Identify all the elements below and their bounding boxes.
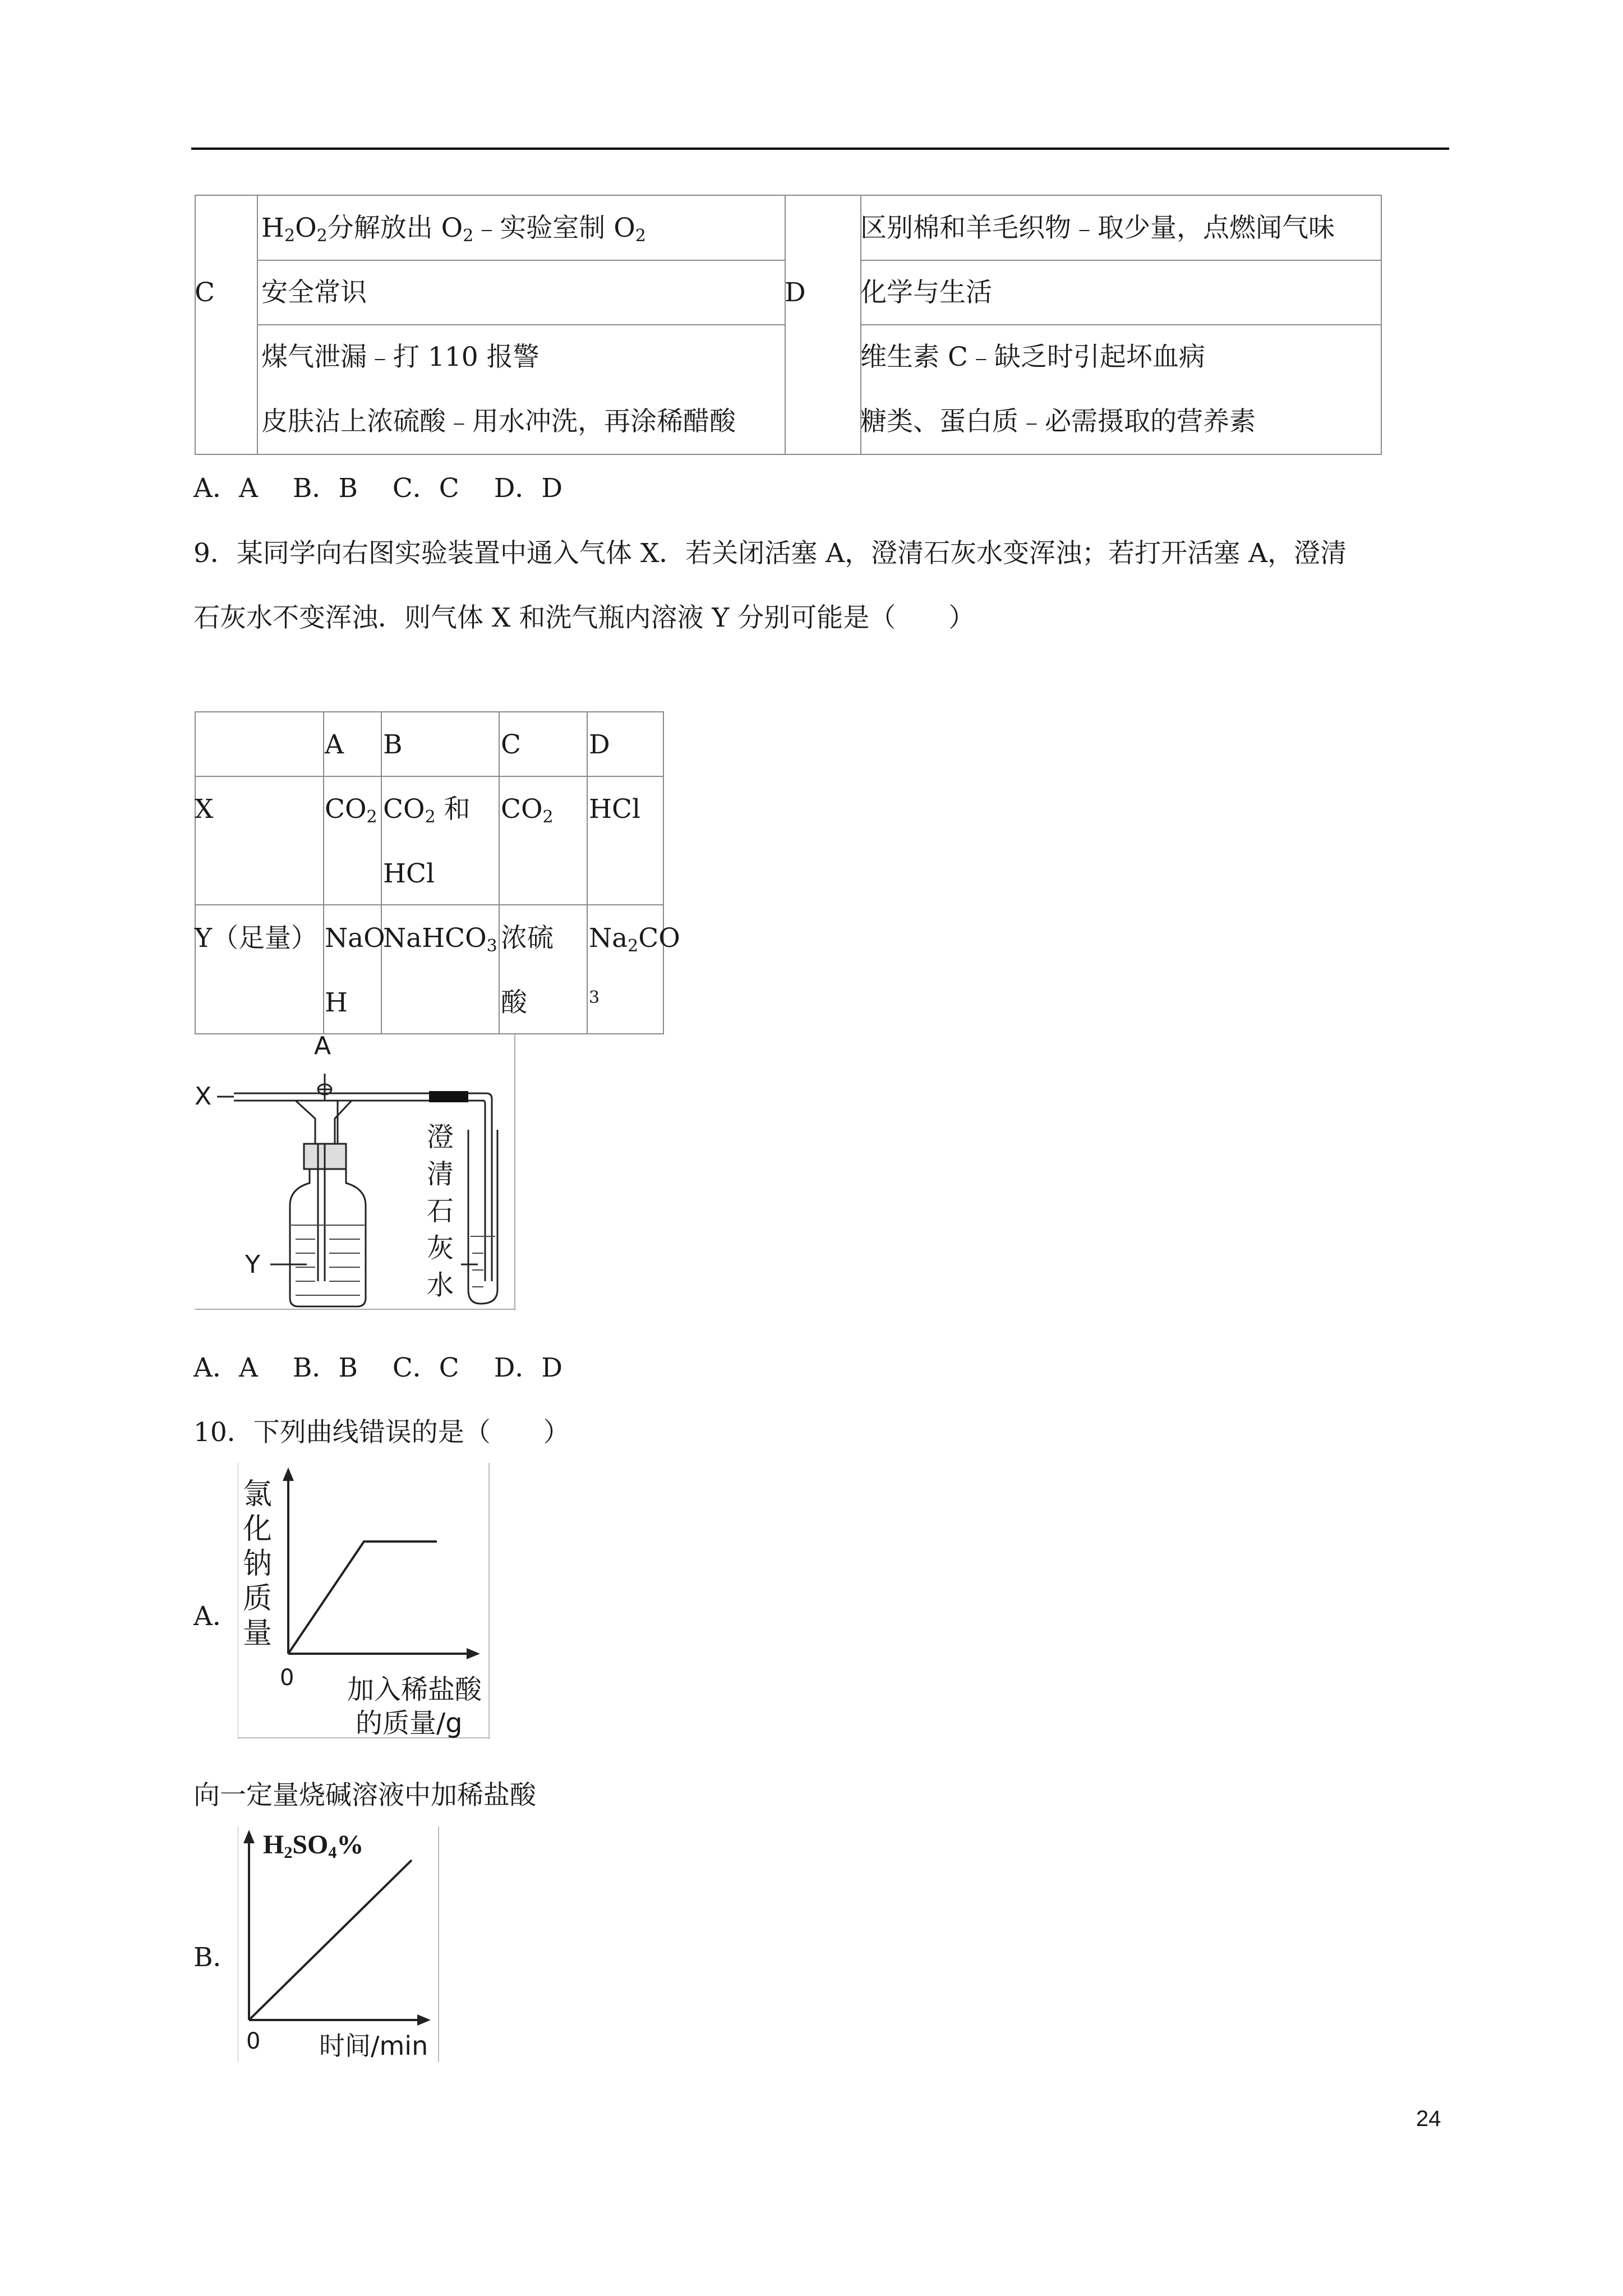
col-header-c: C [501, 729, 521, 760]
graph-b-curve [249, 1860, 412, 2020]
cell-y-c-line2: 酸 [501, 987, 527, 1018]
cell-y-b: NaHCO$_3$ [383, 923, 497, 956]
graph-b-ylabel: $H_2SO_4\%$ [263, 1830, 364, 1862]
limewater-label: 澄 清 石 灰 水 [426, 1121, 454, 1301]
q8-options: A．A B．B C．C D．D [193, 473, 563, 504]
graph-a-xlabel-line2: 的质量/g [356, 1708, 463, 1739]
row2-right-cell: 化学与生活 [860, 277, 992, 308]
graph-a-ylabel: 氯 化 钠 质 量 [242, 1478, 272, 1650]
cell-y-a-line2: H [325, 987, 348, 1018]
cell-x-a: $CO_2$ [325, 794, 377, 827]
cell-y-d-line2: 3 [589, 988, 600, 1007]
cell-y-a-line1: NaO [325, 923, 385, 954]
row2-left-cell: 安全常识 [261, 277, 367, 308]
graph-a-origin: 0 [280, 1665, 294, 1691]
gas-label-x: X [195, 1082, 212, 1111]
graph-a-curve [288, 1542, 437, 1654]
cell-y-c-line1: 浓硫 [501, 923, 554, 954]
row3-left-line2: 皮肤沾上浓硫酸﹣用水冲洗，再涂稀醋酸 [261, 406, 736, 437]
row1-right-cell: 区别棉和羊毛织物﹣取少量，点燃闻气味 [860, 213, 1335, 243]
col-header-b: B [383, 729, 403, 760]
row3-right-line2: 糖类、蛋白质﹣必需摄取的营养素 [860, 406, 1256, 437]
solution-label-y: Y [245, 1250, 260, 1279]
graph-b-xlabel: 时间/min [319, 2031, 428, 2061]
q10-option-b-label: B． [193, 1942, 239, 1973]
q9-line2: 石灰水不变浑浊．则气体 X 和洗气瓶内溶液 Y 分别可能是（ ） [193, 602, 975, 633]
row-y-label: Y（足量） [195, 923, 318, 954]
q10-option-a-label: A． [193, 1601, 239, 1632]
cell-x-c: $CO_2$ [501, 794, 554, 827]
cell-x-d: HCl [589, 794, 640, 825]
q10-stem: 10．下列曲线错误的是（ ） [193, 1417, 570, 1448]
cell-x-b-line2: HCl [383, 858, 435, 889]
col-header-d: D [589, 729, 610, 760]
apparatus-figure [195, 1034, 515, 1310]
row3-left-line1: 煤气泄漏﹣打 110 报警 [261, 342, 540, 372]
row3-right-line1: 维生素 C﹣缺乏时引起坏血病 [860, 342, 1205, 372]
row-x-label: X [195, 794, 214, 825]
header-rule [191, 148, 1449, 150]
q9-options: A．A B．B C．C D．D [193, 1352, 563, 1383]
graph-a-xlabel-line1: 加入稀盐酸 [347, 1674, 482, 1705]
caption-a: 向一定量烧碱溶液中加稀盐酸 [193, 1780, 536, 1811]
label-c: C [195, 277, 215, 308]
cell-x-b-line1: $CO_2$ 和 [383, 794, 471, 827]
label-d: D [785, 277, 806, 308]
col-header-a: A [325, 729, 344, 760]
graph-b-origin: 0 [246, 2028, 261, 2054]
valve-label-a: A [314, 1032, 331, 1060]
cell-y-d-line1: $Na_2CO$ [589, 923, 680, 956]
page-number: 24 [1416, 2106, 1441, 2131]
graph-a [238, 1463, 490, 1739]
row1-left-cell: $H_2O_2$分解放出 $O_2﹣$实验室制 $O_2$ [261, 213, 646, 246]
q9-line1: 9．某同学向右图实验装置中通入气体 X．若关闭活塞 A，澄清石灰水变浑浊；若打开活塞 A，澄清 [193, 538, 1347, 569]
apparatus-drawing [195, 1034, 515, 1310]
graph-b [238, 1826, 440, 2062]
